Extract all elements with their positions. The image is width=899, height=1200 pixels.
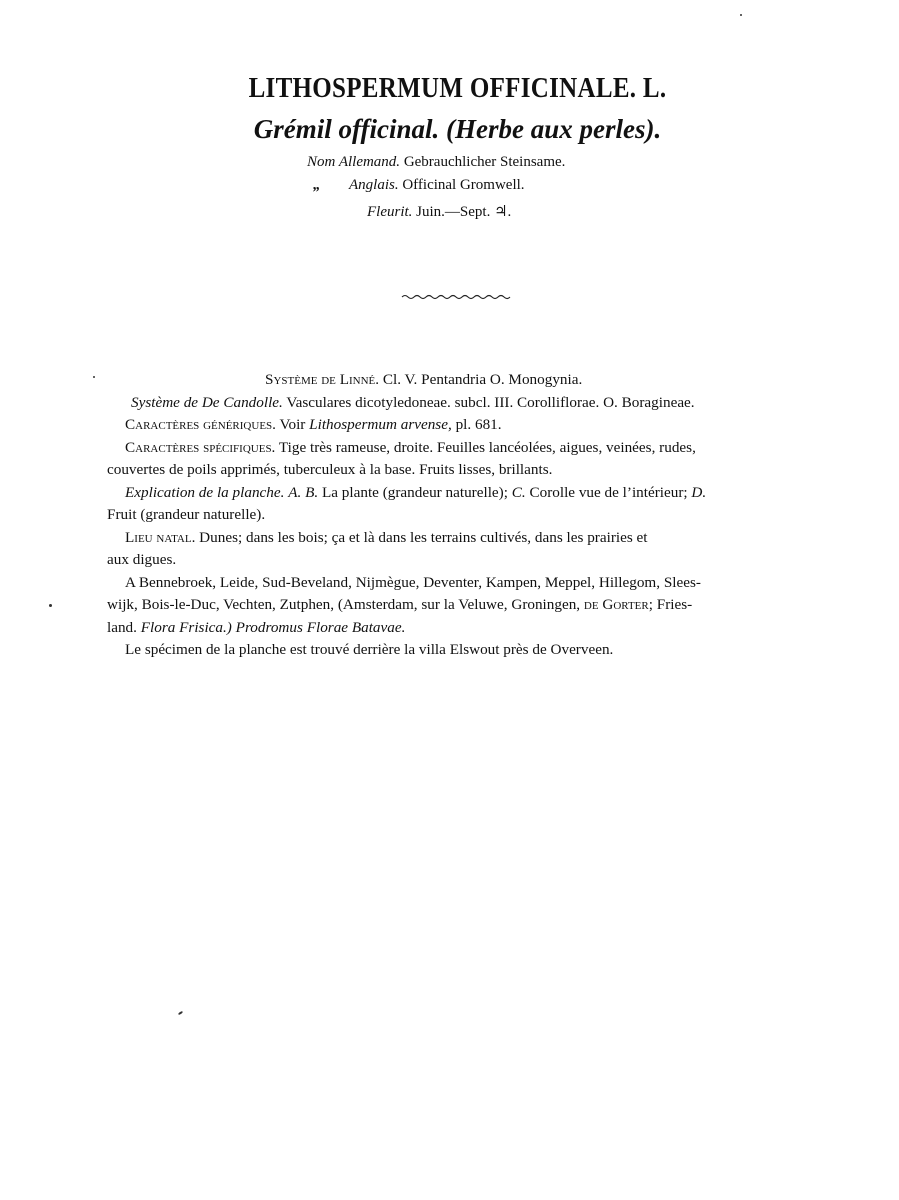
explication-c: C. [511,483,526,501]
paper-speck [178,1011,183,1016]
generic-line [107,414,819,437]
places-line-3 [107,617,819,640]
linne-line [107,369,819,392]
specific-label: Caractères spécifiques. [125,438,276,456]
english-name-label: Anglais. [349,177,399,193]
body-text [107,369,819,662]
places-text-3a: land. [107,618,137,636]
explication-d: D. [691,483,707,501]
generic-text-a: Voir [279,416,306,433]
explication-text-2: Corolle vue de l’intérieur; [529,483,688,501]
flowering-line [367,202,511,221]
generic-ref: Lithospermum arvense, [309,416,452,433]
generic-label: Caractères génériques. [125,416,276,433]
page-title: LITHOSPERMUM OFFICINALE. L. [248,73,667,105]
english-name-value: Officinal Gromwell. [402,177,525,193]
lieu-line-2: aux digues. [107,551,177,568]
paper-speck [93,376,95,378]
explication-line-1 [107,482,819,505]
paper-speck [740,14,742,16]
places-gorter: de Gorter [583,596,649,613]
places-prodromus: Prodromus Florae Batavae. [235,618,406,636]
candolle-label: Système de De Candolle. [131,393,283,411]
places-flora: Flora Frisica.) [140,618,232,636]
ditto-mark: „ [313,177,321,193]
places-line-2 [107,594,819,617]
paper-speck [49,604,52,607]
lieu-line-1 [107,527,819,550]
candolle-line [107,392,819,415]
generic-text-b: pl. 681. [455,416,502,433]
flowering-value: Juin.—Sept. ♃. [416,204,512,220]
explication-text-1: La plante (grandeur naturelle); [321,483,508,501]
places-text-2a: wijk, Bois-le-Duc, Vechten, Zutphen, (Amsterdam, sur la Veluwe, Groningen, [107,596,581,613]
specimen-line: Le spécimen de la planche est trouvé derrière la villa Elswout près de Overveen. [125,641,614,658]
places-text-2b: ; Fries- [648,596,693,613]
lieu-text-1: Dunes; dans les bois; ça et là dans les terrains cultivés, dans les prairies et [199,528,648,546]
german-name-line [307,154,565,171]
places-line-1: A Bennebroek, Leide, Sud-Beveland, Nijmègue, Deventer, Kampen, Meppel, Hillegom, Slees- [125,573,701,591]
explication-ab: A. B. [288,483,319,501]
german-name-value: Gebrauchlicher Steinsame. [403,154,566,170]
german-name-label: Nom Allemand. [307,154,401,170]
specific-text-1: Tige très rameuse, droite. Feuilles lancéolées, aigues, veinées, rudes, [278,438,696,456]
specific-line-2: couvertes de poils apprimés, tuberculeux à la base. Fruits lisses, brillants. [107,461,553,478]
linne-label: Système de Linné. [265,371,380,388]
lieu-label: Lieu natal. [125,528,196,546]
candolle-text: Vasculares dicotyledoneae. subcl. III. Corolliflorae. O. Boragineae. [286,393,695,411]
ornamental-divider [400,291,515,301]
flowering-label: Fleurit. [367,204,413,220]
explication-line-2: Fruit (grandeur naturelle). [107,506,266,523]
page-subtitle: Grémil officinal. (Herbe aux perles). [253,114,662,144]
english-name-line [313,177,525,194]
specific-line-1 [107,437,819,460]
linne-text: Cl. V. Pentandria O. Monogynia. [382,371,583,388]
explication-label: Explication de la planche. [125,483,285,501]
